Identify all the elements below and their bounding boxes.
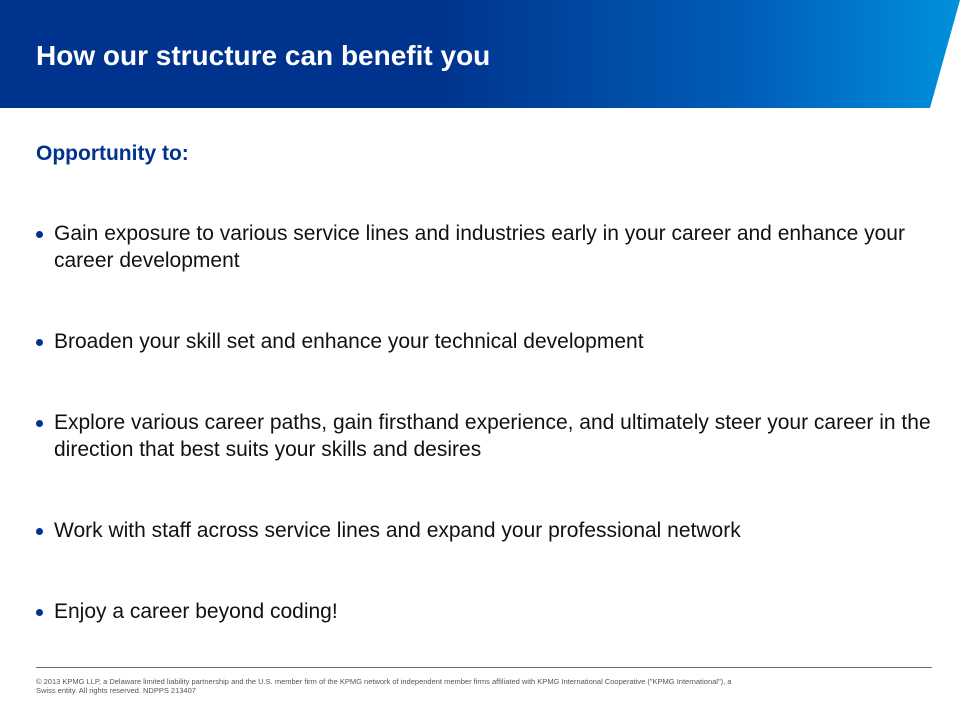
bullet-dot-icon	[36, 609, 43, 616]
bullet-text: Work with staff across service lines and expand your professional network	[54, 519, 741, 542]
bullet-dot-icon	[36, 528, 43, 535]
bullet-item	[36, 598, 936, 625]
bullet-list	[36, 220, 936, 625]
bullet-item	[36, 409, 936, 463]
bullet-text: Gain exposure to various service lines and industries early in your career and enhance your career development	[54, 222, 905, 272]
bullet-dot-icon	[36, 420, 43, 427]
bullet-item	[36, 328, 936, 355]
bullet-item	[36, 220, 936, 274]
bullet-dot-icon	[36, 339, 43, 346]
bullet-text: Enjoy a career beyond coding!	[54, 600, 338, 623]
bullet-item	[36, 517, 936, 544]
bullet-text: Explore various career paths, gain firsthand experience, and ultimately steer your career in the direction that best suits your skills and desires	[54, 411, 931, 461]
subheading: Opportunity to:	[36, 142, 189, 165]
footer-copyright: © 2013 KPMG LLP, a Delaware limited liability partnership and the U.S. member firm of the KPMG network of independent member firms affiliated with KPMG International Cooperative ("KPMG International"), a Swiss entity. All rights reserved. NDPPS 213407	[36, 677, 732, 695]
slide-title: How our structure can benefit you	[36, 40, 491, 71]
footer-divider	[36, 667, 932, 668]
bullet-text: Broaden your skill set and enhance your technical development	[54, 330, 644, 353]
bullet-dot-icon	[36, 231, 43, 238]
